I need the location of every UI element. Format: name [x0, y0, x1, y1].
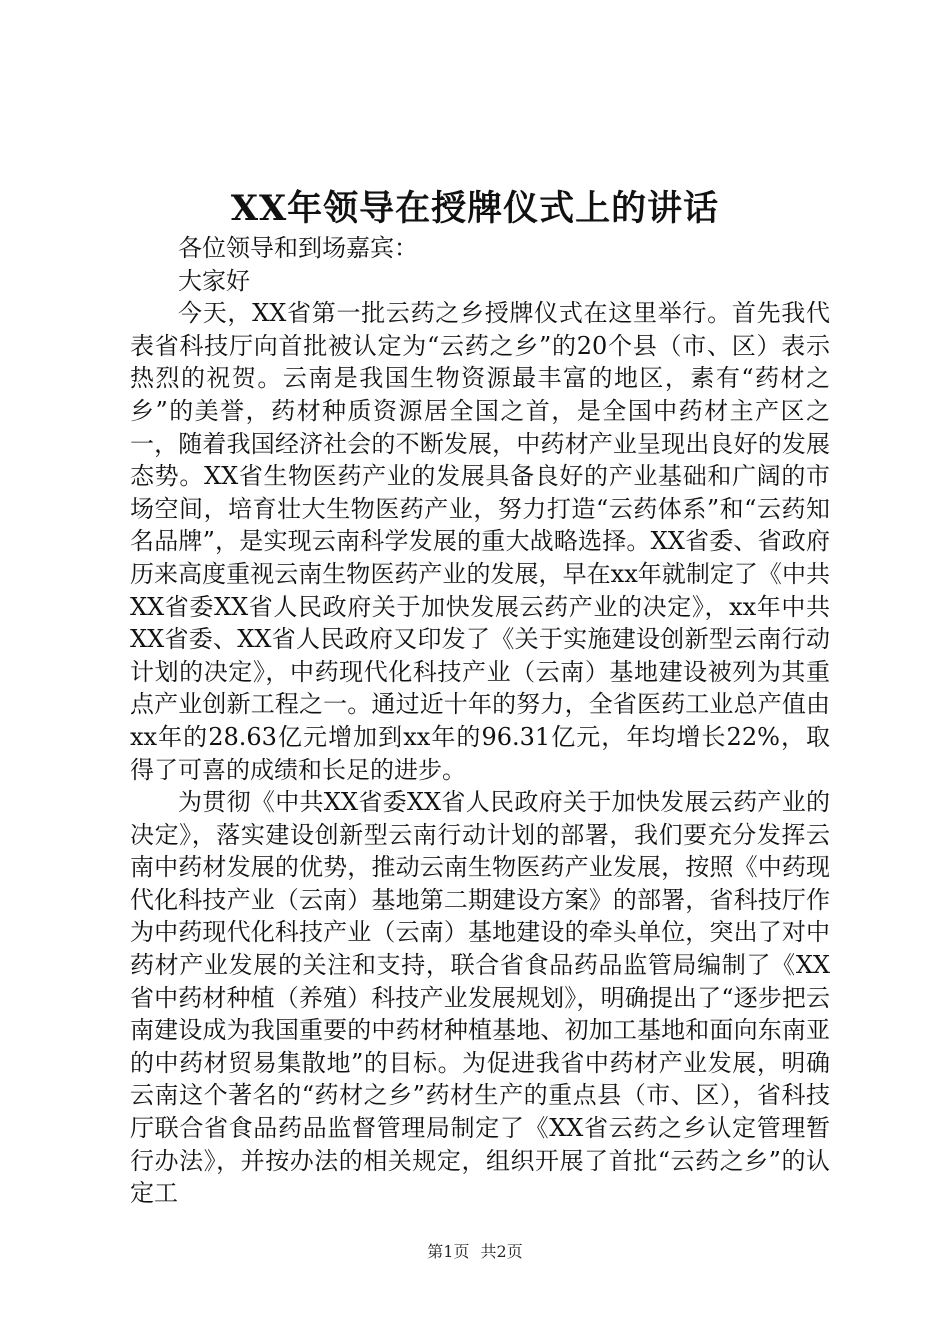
- document-title: XX年领导在授牌仪式上的讲话: [230, 188, 720, 229]
- salutation-line-1: 各位领导和到场嘉宾：: [178, 234, 418, 262]
- page-number-total: 共2页: [480, 1242, 523, 1261]
- paragraph-1: 今天，XX省第一批云药之乡授牌仪式在这里举行。首先我代表省科技厅向首批被认定为“云药之乡”的20个县（市、区）表示热烈的祝贺。云南是我国生物资源最丰富的地区，素有“药材之乡”的美誉，药材种质资源居全国之首，是全国中药材主产区之一，随着我国经济社会的不断发展，中药材产业呈现出良好的发展态势。XX省生物医药产业的发展具备良好的产业基础和广阔的市场空间，培育壮大生物医药产业，努力打造“云药体系”和“云药知名品牌”，是实现云南科学发展的重大战略选择。XX省委、省政府历来高度重视云南生物医药产业的发展，早在xx年就制定了《中共XX省委XX省人民政府关于加快发展云药产业的决定》，xx年中共XX省委、XX省人民政府又印发了《关于实施建设创新型云南行动计划的决定》，中药现代化科技产业（云南）基地建设被列为其重点产业创新工程之一。通过近十年的努力，全省医药工业总产值由xx年的28.63亿元增加到xx年的96.31亿元，年均增长22%，取得了可喜的成绩和长足的进步。: [130, 299, 830, 784]
- document-body: [130, 208, 830, 1210]
- page-footer: [0, 1240, 950, 1264]
- page-number-current: 第1页: [427, 1242, 470, 1261]
- paragraph-2: 为贯彻《中共XX省委XX省人民政府关于加快发展云药产业的决定》，落实建设创新型云南行动计划的部署，我们要充分发挥云南中药材发展的优势，推动云南生物医药产业发展，按照《中药现代化科技产业（云南）基地第二期建设方案》的部署，省科技厅作为中药现代化科技产业（云南）基地建设的牵头单位，突出了对中药材产业发展的关注和支持，联合省食品药品监管局编制了《XX省中药材种植（养殖）科技产业发展规划》，明确提出了“逐步把云南建设成为我国重要的中药材种植基地、初加工基地和面向东南亚的中药材贸易集散地”的目标。为促进我省中药材产业发展，明确云南这个著名的“药材之乡”药材生产的重点县（市、区），省科技厅联合省食品药品监督管理局制定了《XX省云药之乡认定管理暂行办法》，并按办法的相关规定，组织开展了首批“云药之乡”的认定工: [130, 788, 830, 1208]
- salutation-line-2: 大家好: [178, 266, 250, 295]
- body-spacer: [130, 208, 830, 232]
